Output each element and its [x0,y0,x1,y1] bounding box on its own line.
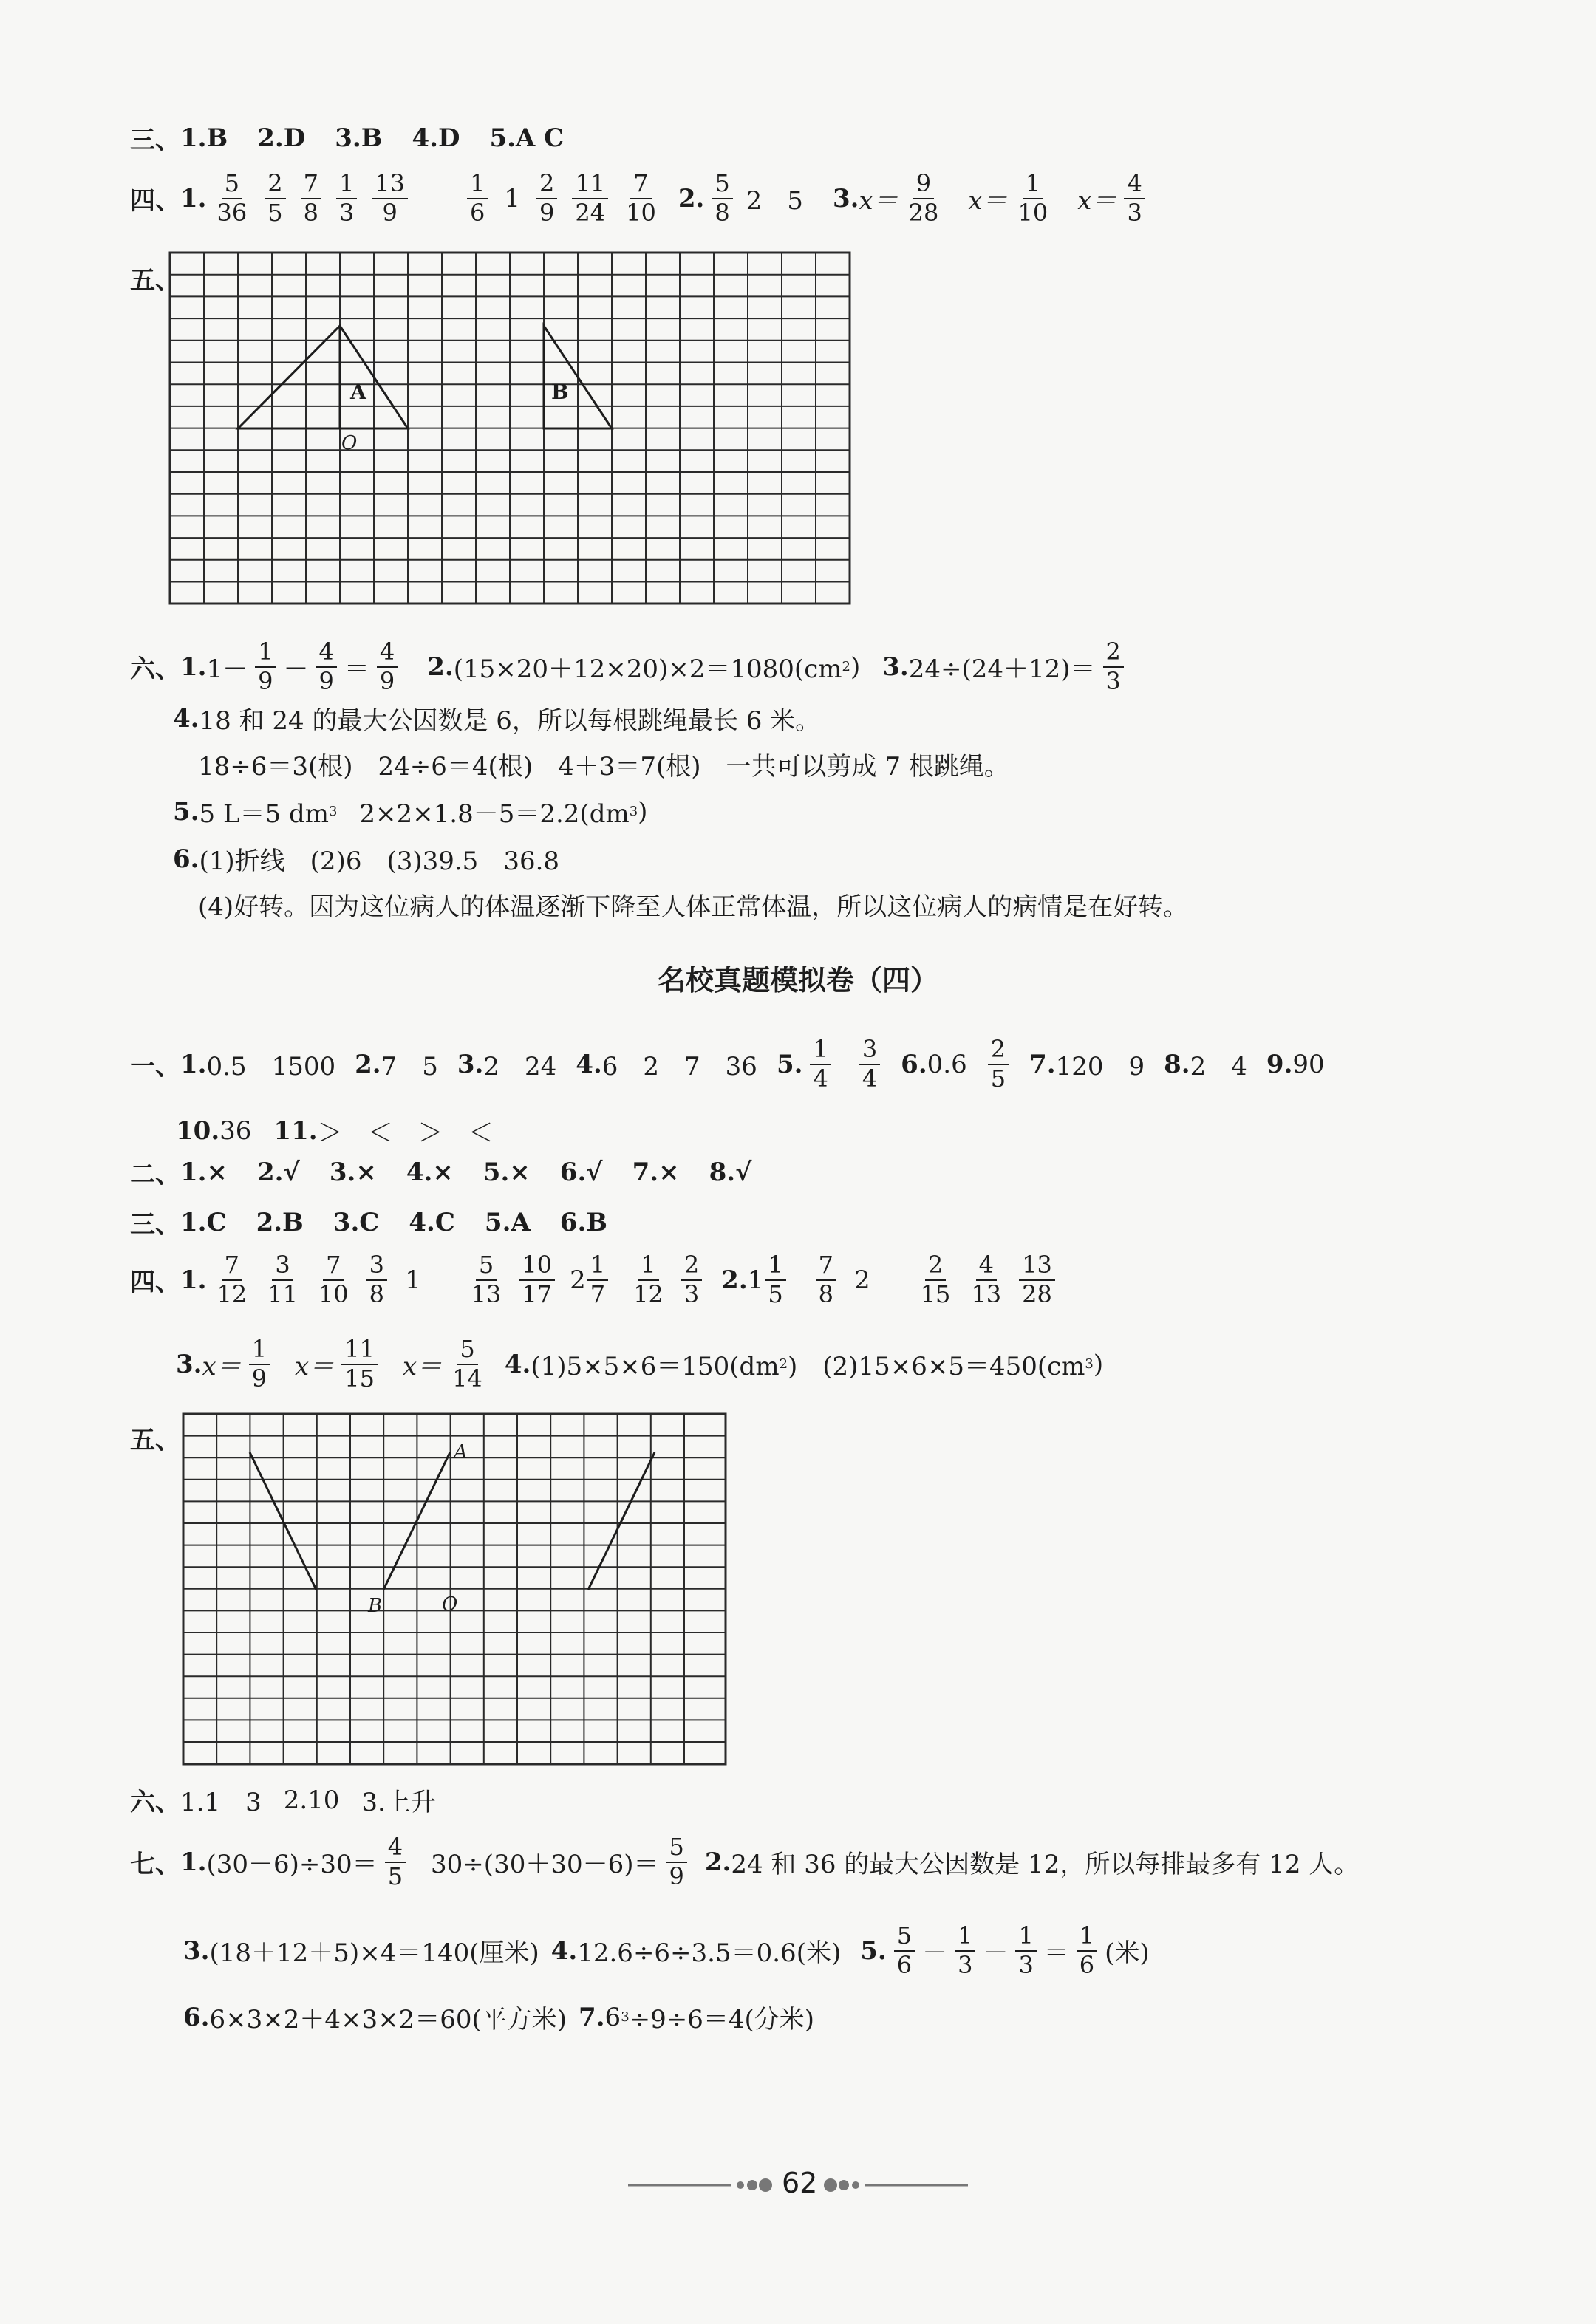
fraction: $\frac{1}{6}$ [467,171,488,225]
p1-liu-q6: 6. (1)折线 (2)6 (3)39.5 36.8 [173,844,560,876]
point-b-label: B [551,380,569,404]
q-number: 3. [832,183,859,213]
p2-si-row2: 3. x＝ $\frac{1}{9}$ x＝ $\frac{11}{15}$ x＝ $\frac{5}{14}$ 4. (1)5×5×6＝150(dm 2 ) (2)15×6×5＝450(cm 3 ) [176,1335,1104,1392]
fraction: $\frac{1}{9}$ [249,1337,270,1391]
fraction: $\frac{10}{17}$ [519,1253,555,1307]
section-label: 一、 [130,1052,180,1082]
section-label: 三、 [130,1210,180,1240]
fraction: $\frac{4}{13}$ [971,1251,1002,1308]
q-number: 2. [678,183,705,213]
operator: ＝ [344,655,369,685]
section-label: 六、 [130,655,180,685]
fraction: $\frac{2}{3}$ [681,1253,702,1307]
answer: 2.D [257,123,306,153]
p1-san-row [130,120,564,156]
fraction: $\frac{5}{9}$ [666,1835,687,1889]
fraction: $\frac{5}{36}$ [216,169,248,227]
fraction: $\frac{1}{3}$ [955,1924,975,1978]
fraction: $\frac{4}{5}$ [385,1835,406,1889]
fraction: $\frac{1}{3}$ [1015,1924,1036,1978]
p2-san-row: 三、 1.C 2.B 3.C 4.C 5.A 6.B [130,1204,607,1240]
fraction: $\frac{1}{10}$ [1017,169,1048,227]
p1-si-row [130,171,1153,225]
fraction: $\frac{1}{4}$ [810,1037,831,1091]
page-number: 62 [782,2167,818,2199]
fraction: $\frac{7}{10}$ [626,169,656,227]
p1-liu-row1: 六、 1. 1－ $\frac{1}{9}$ － $\frac{4}{9}$ ＝ $\frac{4}{9}$ 2. (15×20＋12×20)×2＝1080(cm 2 ) 3. 24÷(24＋12)＝ $\frac{2}{3}$ [130,640,1131,694]
section-title: 名校真题模拟卷（四） [657,964,938,997]
section-label: 五、 [130,1426,180,1455]
expr: 1－ [206,655,248,685]
fraction: $\frac{13}{28}$ [1019,1253,1055,1307]
fraction: $\frac{3}{11}$ [267,1251,298,1308]
point-b-label: B [368,1595,383,1617]
fraction: $\frac{4}{9}$ [377,640,398,694]
fraction: $\frac{2}{9}$ [536,171,557,225]
q-number: 3. [882,652,909,682]
section-label: 七、 [130,1850,180,1880]
triangle-a [238,326,408,428]
fraction: $\frac{4}{9}$ [316,640,337,694]
x-equals: x＝ [859,186,898,216]
fraction: $\frac{11}{15}$ [341,1337,378,1391]
fraction: $\frac{13}{9}$ [372,171,408,225]
x-equals: x＝ [968,186,1008,216]
grid-figure-2 [182,1412,729,1767]
fraction: $\frac{3}{8}$ [366,1253,387,1307]
fraction: $\frac{1}{9}$ [255,640,276,694]
q-number: 2. [427,652,454,682]
fraction: $\frac{5}{6}$ [894,1924,915,1978]
p1-liu-q4-line2 [198,746,1009,782]
q-number: 6. [173,844,200,874]
fraction: $\frac{1}{12}$ [633,1251,664,1308]
fraction: $\frac{7}{12}$ [216,1251,248,1308]
fraction: $\frac{2}{5}$ [988,1037,1009,1091]
section-label: 六、 [130,1788,180,1817]
q-number: 5. [173,796,200,827]
answer-text: 18÷6＝3(根) 24÷6＝4(根) 4＋3＝7(根) 一共可以剪成 7 根跳绳。 [198,752,1009,782]
answer: 1.B [180,123,228,153]
fraction: $\frac{9}{28}$ [908,169,939,227]
p2-er-row: 二、 1.× 2.√ 3.× 4.× 5.× 6.√ 7.× 8.√ [130,1154,751,1190]
answer: 2 5 [746,186,803,216]
fraction: $\frac{5}{13}$ [471,1251,502,1308]
fraction: $\frac{3}{4}$ [859,1037,880,1091]
fraction: $\frac{7}{10}$ [318,1251,349,1308]
answer: 5.A C [489,123,565,153]
p1-liu-q4 [173,700,820,736]
section-label: 五、 [130,266,180,295]
section-label: 三、 [130,126,180,155]
fraction: $\frac{1}{3}$ [336,171,357,225]
fraction: $\frac{4}{3}$ [1124,171,1145,225]
fraction: $\frac{7}{8}$ [816,1253,836,1307]
p2-qi-row1: 七、 1. (30－6)÷30＝ $\frac{4}{5}$ 30÷(30＋30－6)＝ $\frac{5}{9}$ 2. 24 和 36 的最大公因数是 12，所以每排最多有 12 人。 [130,1833,1360,1890]
p2-si-row1: 四、 1. $\frac{7}{12}$ $\frac{3}{11}$ $\frac{7}{10}$ $\frac{3}{8}$ 1 $\frac{5}{13}$ $\frac{10}{17}$ 2 $\frac{1}{7}$ $\frac{1}{12}$ $\frac{2}{3}$ 2. 1 $\frac{1}{5}$ $\frac{7}{8}$ 2 $\frac{2}{15}$ $\frac{4}{13}$ $\frac{13}{28}$ [130,1253,1063,1307]
point-o-label: O [442,1593,458,1616]
p2-qi-row2: 3. (18＋12＋5)×4＝140(厘米) 4. 12.6÷6÷3.5＝0.6(米) 5. $\frac{5}{6}$ － $\frac{1}{3}$ － $\frac{1}{3}$ ＝ $\frac{1}{6}$ (米) [183,1921,1150,1979]
operator: － [283,655,309,685]
p2-yi-row2: 10. 36 11. ＞ ＜ ＞ ＜ [176,1115,494,1148]
p2-yi-row1: 一、 1. 0.5 1500 2. 7 5 3. 2 24 4. 6 2 7 36 5. $\frac{1}{4}$ $\frac{3}{4}$ 6. 0.6 $\frac{2}{5}$ 7. 120 9 8. 2 4 9. 90 [130,1035,1325,1093]
fraction: $\frac{2}{5}$ [265,171,285,225]
p2-qi-row3: 6. 6×3×2＋4×3×2＝60(平方米) 7. 6 3 ÷9÷6＝4(分米) [183,2002,815,2034]
section-label: 四、 [130,1268,180,1298]
segment-right [588,1452,655,1590]
section-label: 二、 [130,1160,180,1189]
answer: 3.B [335,123,383,153]
p1-liu-q6-line2: (4)好转。因为这位病人的体温逐渐下降至人体正常体温，所以这位病人的病情是在好转。 [198,892,1189,922]
fraction: $\frac{1}{6}$ [1077,1924,1097,1978]
answer: 4.D [412,123,460,153]
fraction: $\frac{1}{7}$ [587,1253,608,1307]
expr: (15×20＋12×20)×2＝1080(cm [453,655,842,685]
point-a-label: A [350,380,366,404]
fraction: $\frac{1}{5}$ [765,1253,785,1307]
q-number: 1. [180,652,207,682]
p1-liu-q5: 5. 5 L＝5 dm 3 2×2×1.8－5＝2.2(dm 3 ) [173,796,648,829]
fraction: $\frac{11}{24}$ [572,171,608,225]
grid-figure-1 [168,251,853,606]
answer-text: 18 和 24 的最大公因数是 6，所以每根跳绳最长 6 米。 [199,706,821,736]
x-equals: x＝ [1077,186,1117,216]
q-number: 1. [180,183,207,213]
fraction: $\frac{2}{15}$ [920,1251,951,1308]
point-a-label: A [454,1441,468,1463]
fraction: $\frac{5}{8}$ [712,171,732,225]
point-o-label: O [341,432,358,454]
q-number: 4. [173,703,200,734]
p2-liu-row: 六、 1.1 3 2.10 3.上升 [130,1782,436,1818]
expr: 24÷(24＋12)＝ [908,655,1096,685]
section-label: 四、 [130,186,180,216]
fraction: $\frac{7}{8}$ [301,171,321,225]
answer: 1 [504,183,521,213]
fraction: $\frac{2}{3}$ [1103,640,1124,694]
fraction: $\frac{5}{14}$ [452,1335,482,1392]
